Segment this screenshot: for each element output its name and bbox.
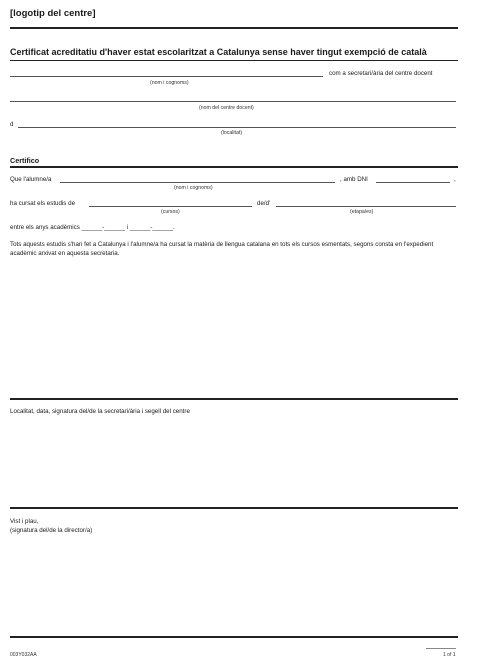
title-divider — [10, 60, 458, 61]
approval-line2: (signatura del/de la director/a) — [10, 527, 93, 534]
studies-label: ha cursat els estudis de — [10, 200, 76, 207]
approval-line1: Vist i plau, — [10, 518, 39, 525]
approval-divider — [10, 507, 458, 509]
footer-divider — [10, 636, 458, 638]
caption-courses: (cursos) — [161, 209, 180, 215]
header-divider — [10, 27, 458, 29]
caption-stage: (etapa/es) — [350, 209, 374, 215]
certifico-divider — [10, 166, 458, 168]
logo-placeholder: [logotip del centre] — [10, 8, 96, 19]
locality-prefix: d — [10, 121, 14, 128]
document-title: Certificat acreditatiu d'haver estat escolaritzat a Catalunya sense haver tingut exempció de català — [10, 47, 427, 57]
dni-field-line[interactable] — [376, 182, 450, 183]
courses-field-line[interactable] — [89, 206, 252, 207]
of-label: de/d' — [257, 200, 271, 207]
certifico-heading: Certifico — [10, 156, 40, 165]
name-field-line[interactable] — [10, 76, 323, 77]
years-text: entre els anys acadèmics ______-______ i ______-______. — [10, 224, 175, 231]
student-label: Que l'alumne/a — [10, 176, 52, 183]
page-number-rule — [426, 648, 456, 649]
certification-paragraph: Tots aquests estudis s'han fet a Catalunya i l'alumne/a ha cursat la matèria de llengua catalana en tots els cursos esmentats, segons consta en l'expedient acadèmic arxivat en aquesta secretaria. — [10, 241, 434, 257]
stage-field-line[interactable] — [276, 206, 456, 207]
signature-label: Localitat, data, signatura del/de la secretari/ària i segell del centre — [10, 408, 190, 415]
caption-student: (nom i cognoms) — [174, 185, 213, 191]
role-text: com a secretari/ària del centre docent — [329, 70, 433, 77]
form-code: 003Y032AA — [10, 652, 37, 658]
locality-field-line[interactable] — [18, 127, 456, 128]
dni-suffix: , — [454, 176, 456, 183]
student-field-line[interactable] — [60, 182, 335, 183]
caption-name: (nom i cognoms) — [150, 80, 189, 86]
caption-school: (nom del centre docent) — [199, 105, 254, 111]
signature-divider — [10, 398, 458, 400]
caption-locality: (localitat) — [221, 130, 243, 136]
page-number: 1 of 1 — [443, 652, 456, 658]
dni-label: , amb DNI — [340, 176, 368, 183]
school-field-line[interactable] — [10, 101, 456, 102]
